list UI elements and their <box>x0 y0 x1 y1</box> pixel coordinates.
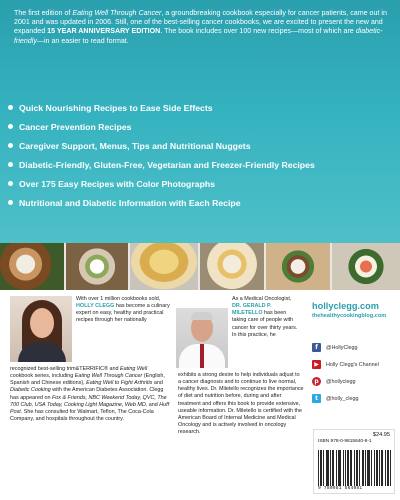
barcode-bar <box>379 450 380 486</box>
barcode-bar <box>354 450 355 486</box>
barcode-bar <box>351 450 352 486</box>
food-photo-soup <box>200 243 266 290</box>
barcode-bar <box>328 450 329 486</box>
barcode-bar <box>363 450 364 486</box>
author-bio-body: recognized best-selling trim&TERRIFIC® and Eating Well cookbook series, including Eating Well Through Cancer (English, Spanish and Chinese editions), Eating Well to Fight Arthritis and Diabetic Cooking with the American Diabetes Association. Clegg has appeared on Fox & Friends, NBC Weekend Today, QVC, The 700 Club, USA Today, Cooking Light Magazine, Web MD, and Huff Post. She has consulted for Walmart, Teflon, The Coca-Cola Company, and hospitals throughout the country. <box>10 366 170 422</box>
intro-text: , a groundbreaking cookbook especially for cancer patients, came out in 2001 and was updated in 2006. Still, one of the best-selling cancer cookbooks, we are excited to present the new and expanded <box>14 9 387 36</box>
barcode-bar <box>339 450 340 486</box>
bullet-icon <box>8 181 13 186</box>
barcode-bar <box>327 450 328 486</box>
food-photo-plate <box>266 243 332 290</box>
bullet-icon <box>8 143 13 148</box>
author-bio-intro: With over 1 million cookbooks sold, HOLLY CLEGG has become a culinary expert on easy, healthy and practical recipes through her nationally <box>76 296 170 324</box>
social-item-youtube[interactable] <box>312 356 396 373</box>
barcode-bar <box>348 450 349 486</box>
food-photo-salad-bowl <box>332 243 400 290</box>
bullet-icon <box>8 162 13 167</box>
isbn-label: ISBN 978-0-9815640-8-1 <box>318 439 372 444</box>
barcode-bar <box>326 450 327 486</box>
author-photo <box>10 296 72 362</box>
barcode-bar <box>390 450 391 486</box>
feature-label: Quick Nourishing Recipes to Ease Side Effects <box>19 102 213 113</box>
barcode <box>313 429 395 494</box>
intro-paragraph <box>14 9 388 46</box>
description-panel <box>0 0 400 243</box>
bullet-icon <box>8 200 13 205</box>
social-item-pinterest[interactable] <box>312 373 396 390</box>
barcode-bar <box>330 450 331 486</box>
barcode-bar <box>357 450 358 486</box>
barcode-bar <box>376 450 377 486</box>
barcode-bar <box>320 450 321 486</box>
feature-item <box>8 193 392 212</box>
feature-label: Diabetic-Friendly, Gluten-Free, Vegetarian and Freezer-Friendly Recipes <box>19 159 315 170</box>
barcode-bar <box>347 450 348 486</box>
intro-edition: 15 YEAR ANNIVERSARY EDITION <box>47 27 161 36</box>
social-label: @HollyClegg <box>326 344 358 351</box>
barcode-bar <box>381 450 382 486</box>
barcode-bar <box>333 450 334 486</box>
barcode-bar <box>345 450 346 486</box>
social-label: @hollyclegg <box>326 378 356 385</box>
barcode-bar <box>338 450 339 486</box>
barcode-digits: 9 780981 564081 <box>318 486 363 491</box>
social-links <box>312 339 396 407</box>
barcode-bar <box>382 450 383 486</box>
feature-item <box>8 117 392 136</box>
website-link[interactable]: hollyclegg.com <box>312 301 379 311</box>
intro-book-title: Eating Well Through Cancer <box>72 9 162 17</box>
intro-text: —in an easier to read format. <box>36 36 129 45</box>
social-item-twitter[interactable] <box>312 390 396 407</box>
intro-text: . The book includes over 100 new recipes—most of which are <box>160 27 356 36</box>
website-block <box>312 301 396 319</box>
barcode-bar <box>332 450 333 486</box>
intro-text: The first edition of <box>14 9 73 17</box>
feature-list <box>8 98 392 212</box>
feature-item <box>8 174 392 193</box>
barcode-bar <box>340 450 341 486</box>
author-name: HOLLY CLEGG <box>76 303 115 310</box>
doctor-bio-intro: As a Medical Oncologist, DR. GERALD P. MILETELLO has been taking care of people with cancer for over thirty years. In this practice, he <box>232 296 298 338</box>
feature-label: Over 175 Easy Recipes with Color Photographs <box>19 178 216 189</box>
doctor-photo <box>176 308 228 368</box>
food-photo-dish <box>66 243 130 290</box>
barcode-bar <box>369 450 370 486</box>
feature-item <box>8 98 392 117</box>
barcode-bar <box>374 450 375 486</box>
food-photo-salad <box>0 243 66 290</box>
intro-diabetic: diabetic-friendly <box>14 27 383 45</box>
food-photo-cake <box>130 243 200 290</box>
barcode-bar <box>365 450 366 486</box>
barcode-bar <box>362 450 363 486</box>
barcode-bar <box>359 450 360 486</box>
barcode-bar <box>343 450 344 486</box>
barcode-bar <box>385 450 386 486</box>
price-label: $24.95 <box>372 432 390 438</box>
feature-label: Cancer Prevention Recipes <box>19 121 132 132</box>
facebook-icon: f <box>312 343 321 352</box>
bullet-icon <box>8 105 13 110</box>
barcode-bar <box>321 450 322 486</box>
youtube-icon: ▶ <box>312 360 321 369</box>
barcode-bar <box>367 450 368 486</box>
barcode-bar <box>356 450 357 486</box>
barcode-bars <box>318 450 392 486</box>
doctor-name: DR. GERALD P. MILETELLO <box>232 303 272 317</box>
barcode-bar <box>377 450 378 486</box>
social-label: @holly_clegg <box>326 395 359 402</box>
twitter-icon: t <box>312 394 321 403</box>
barcode-bar <box>368 450 369 486</box>
feature-item <box>8 155 392 174</box>
food-photo-strip <box>0 243 400 290</box>
back-cover-bottom <box>0 290 400 500</box>
barcode-bar <box>336 450 337 486</box>
barcode-bar <box>318 450 319 486</box>
barcode-bar <box>387 450 388 486</box>
pinterest-icon: p <box>312 377 321 386</box>
feature-item <box>8 136 392 155</box>
social-item-facebook[interactable] <box>312 339 396 356</box>
barcode-bar <box>388 450 389 486</box>
social-label: Holly Clegg's Channel <box>326 361 379 368</box>
feature-label: Nutritional and Diabetic Information with Each Recipe <box>19 197 241 208</box>
blog-link[interactable]: thehealthycookingblog.com <box>312 313 387 319</box>
barcode-bar <box>371 450 372 486</box>
doctor-bio-body: exhibits a strong desire to help individuals adjust to a cancer diagnosis and to continue to live normal, healthy lives. Dr. Miletello recognizes the importance of diet and nutrition before, during and after treatment and offers this book to provide extensive, useable information. Dr. Miletello is certified with the American Board of Internal Medicine and Medical Oncology and is actively involved in oncology research. <box>178 372 304 435</box>
barcode-bar <box>323 450 324 486</box>
barcode-bar <box>350 450 351 486</box>
bullet-icon <box>8 124 13 129</box>
feature-label: Caregiver Support, Menus, Tips and Nutritional Nuggets <box>19 140 251 151</box>
